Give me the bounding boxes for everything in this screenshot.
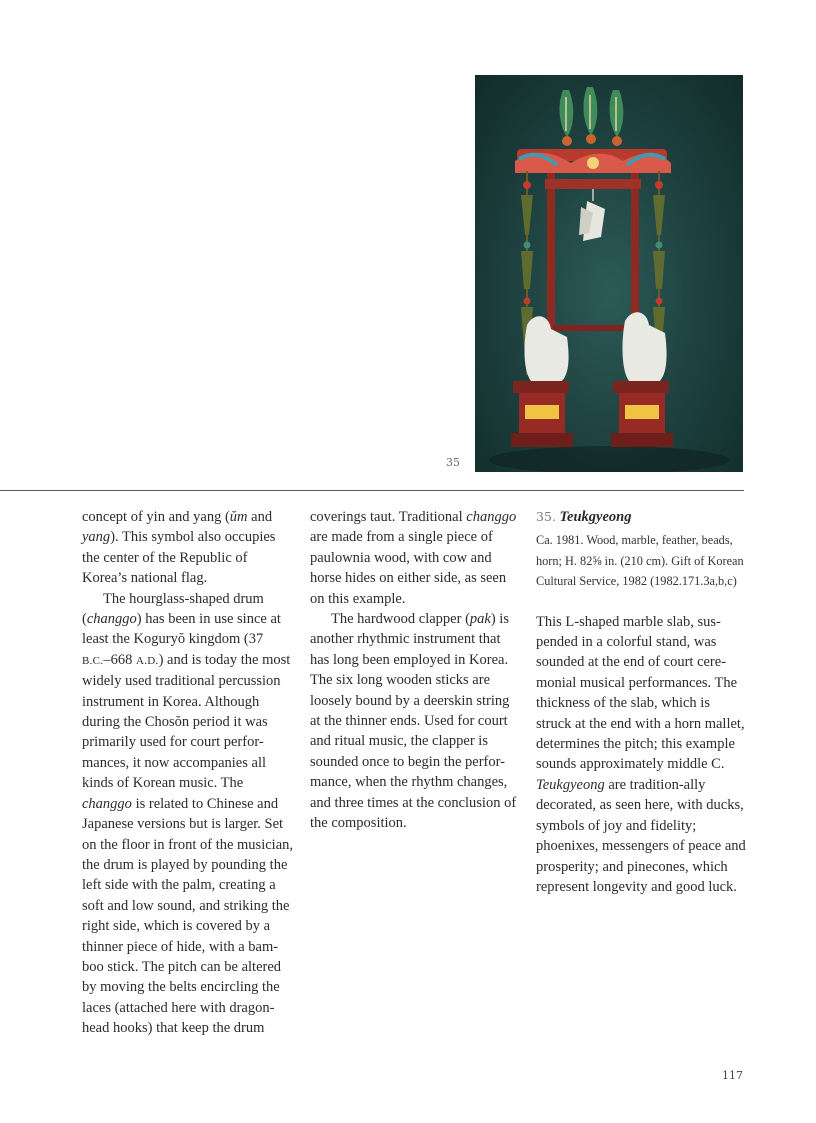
- paragraph: The hourglass-shaped drum (changgo) has been in use since at least the Koguryŏ kingdom (37 B.C.–668 A.D.) and is today the most widely used traditional percussion instrument in Korea. Although during the Chosŏn period it was primarily used for court perfor-mances, it now accompanies all kinds of Korean music. The changgo is related to Chinese and Japanese versions but is larger. Set on the floor in front of the musician, the drum is played by pounding the left side with the palm, creating a soft and low sound, and striking the right side, which is covered by a thinner piece of hide, with a bam-boo stick. The pitch can be altered by moving the belts encircling the laces (attached here with dragon-head hooks) that keep the drum: [82, 590, 294, 1037]
- italic-term: ŭm: [229, 509, 248, 525]
- teukgyeong-illustration: [475, 75, 743, 472]
- paragraph: coverings taut. Traditional changgo are made from a single piece of paulownia wood, with cow and horse hides on either side, as seen on this example.: [310, 509, 517, 607]
- body-column-1: [82, 507, 294, 1039]
- paragraph: The hardwood clapper (pak) is another rhythmic instrument that has long been employed in Korea. The six long wooden sticks are loosely bound by a deerskin string at the thinner ends. Used for court and ritual music, the clapper is sounded once to begin the perfor-mance, when the rhythm changes, and three times at the conclusion of the composition.: [310, 611, 517, 832]
- italic-term: changgo: [82, 795, 132, 812]
- caption-heading: [536, 507, 746, 527]
- caption-details: Ca. 1981. Wood, marble, feather, beads, horn; H. 82⅝ in. (210 cm). Gift of Korean Cultural Service, 1982 (1982.171.3a,b,c): [536, 533, 744, 589]
- italic-term: yang: [82, 529, 111, 546]
- figure-number: 35: [446, 456, 460, 469]
- section-divider: [0, 490, 744, 491]
- italic-term: pak: [469, 611, 491, 628]
- page-number: 117: [722, 1069, 743, 1082]
- small-caps-era: A.D.: [136, 654, 159, 667]
- body-column-3: [536, 507, 746, 897]
- caption-title: Teukgyeong: [559, 509, 632, 525]
- body-column-2: [310, 507, 518, 834]
- paragraph: This L-shaped marble slab, sus-pended in a colorful stand, was sounded at the end of court cere-monial musical performances. The thickness of the slab, which is struck at the end with a horn mallet, determines the pitch; this example sounds approximately middle C. Teukgyeong are tradition-ally decorated, as seen here, with ducks, symbols of joy and fidelity; phoenixes, messengers of peace and prosperity; and pinecones, which represent longevity and good luck.: [536, 613, 746, 895]
- figure-photo: [475, 75, 743, 472]
- plume-ornaments: [560, 87, 624, 146]
- small-caps-era: B.C.: [82, 654, 104, 667]
- paragraph: concept of yin and yang (ŭm and yang). This symbol also occupies the center of the Republic of Korea’s national flag.: [82, 509, 276, 587]
- caption-number: 35.: [536, 509, 556, 524]
- italic-term: Teukgyeong: [536, 776, 605, 793]
- italic-term: changgo: [86, 611, 137, 628]
- italic-term: changgo: [466, 509, 517, 525]
